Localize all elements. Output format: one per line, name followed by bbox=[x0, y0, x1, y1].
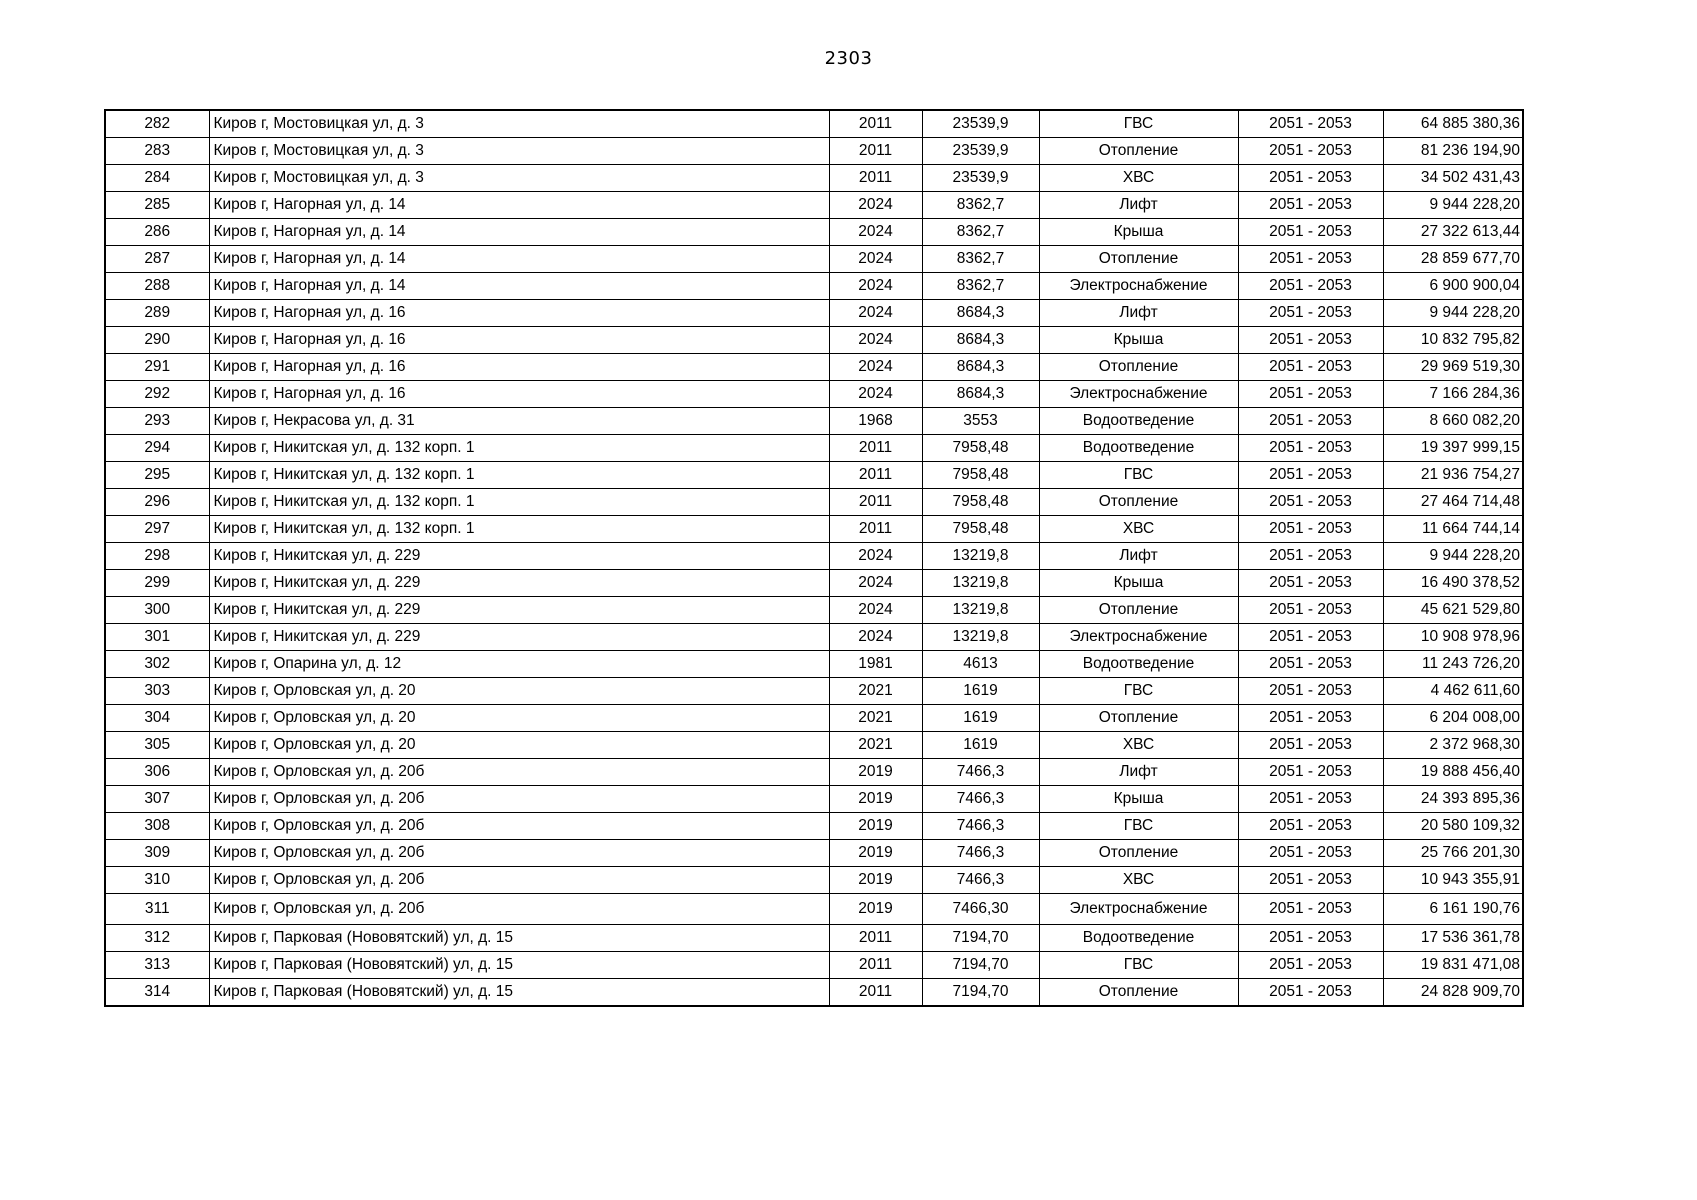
area-cell: 8362,7 bbox=[922, 246, 1039, 273]
table-row bbox=[105, 110, 1523, 138]
cost-cell: 10 832 795,82 bbox=[1383, 327, 1523, 354]
cost-cell: 9 944 228,20 bbox=[1383, 300, 1523, 327]
period-cell: 2051 - 2053 bbox=[1238, 408, 1383, 435]
period-cell: 2051 - 2053 bbox=[1238, 925, 1383, 952]
row-number-cell: 290 bbox=[105, 327, 209, 354]
area-cell: 8684,3 bbox=[922, 381, 1039, 408]
cost-cell: 81 236 194,90 bbox=[1383, 138, 1523, 165]
commission-year-cell: 2024 bbox=[829, 192, 922, 219]
commission-year-cell: 2011 bbox=[829, 110, 922, 138]
table-row bbox=[105, 786, 1523, 813]
table-row bbox=[105, 570, 1523, 597]
area-cell: 13219,8 bbox=[922, 597, 1039, 624]
area-cell: 8362,7 bbox=[922, 219, 1039, 246]
period-cell: 2051 - 2053 bbox=[1238, 979, 1383, 1007]
area-cell: 7466,3 bbox=[922, 786, 1039, 813]
commission-year-cell: 2021 bbox=[829, 732, 922, 759]
commission-year-cell: 2019 bbox=[829, 813, 922, 840]
area-cell: 8362,7 bbox=[922, 192, 1039, 219]
work-type-cell: ГВС bbox=[1039, 678, 1238, 705]
row-number-cell: 286 bbox=[105, 219, 209, 246]
commission-year-cell: 2024 bbox=[829, 624, 922, 651]
cost-cell: 16 490 378,52 bbox=[1383, 570, 1523, 597]
work-type-cell: Отопление bbox=[1039, 354, 1238, 381]
commission-year-cell: 2024 bbox=[829, 570, 922, 597]
area-cell: 1619 bbox=[922, 732, 1039, 759]
period-cell: 2051 - 2053 bbox=[1238, 273, 1383, 300]
cost-cell: 64 885 380,36 bbox=[1383, 110, 1523, 138]
address-cell: Киров г, Опарина ул, д. 12 bbox=[209, 651, 829, 678]
cost-cell: 8 660 082,20 bbox=[1383, 408, 1523, 435]
cost-cell: 9 944 228,20 bbox=[1383, 192, 1523, 219]
table-row bbox=[105, 759, 1523, 786]
work-type-cell: Электроснабжение bbox=[1039, 894, 1238, 925]
address-cell: Киров г, Никитская ул, д. 229 bbox=[209, 543, 829, 570]
commission-year-cell: 2019 bbox=[829, 894, 922, 925]
area-cell: 7466,3 bbox=[922, 813, 1039, 840]
work-type-cell: Лифт bbox=[1039, 192, 1238, 219]
address-cell: Киров г, Орловская ул, д. 20б bbox=[209, 840, 829, 867]
table-row bbox=[105, 381, 1523, 408]
row-number-cell: 308 bbox=[105, 813, 209, 840]
work-type-cell: ГВС bbox=[1039, 110, 1238, 138]
row-number-cell: 307 bbox=[105, 786, 209, 813]
commission-year-cell: 2011 bbox=[829, 489, 922, 516]
area-cell: 7466,30 bbox=[922, 894, 1039, 925]
row-number-cell: 304 bbox=[105, 705, 209, 732]
table-row bbox=[105, 165, 1523, 192]
area-cell: 8684,3 bbox=[922, 327, 1039, 354]
row-number-cell: 297 bbox=[105, 516, 209, 543]
period-cell: 2051 - 2053 bbox=[1238, 165, 1383, 192]
work-type-cell: Электроснабжение bbox=[1039, 381, 1238, 408]
commission-year-cell: 2021 bbox=[829, 705, 922, 732]
area-cell: 1619 bbox=[922, 678, 1039, 705]
commission-year-cell: 2024 bbox=[829, 246, 922, 273]
row-number-cell: 305 bbox=[105, 732, 209, 759]
area-cell: 7958,48 bbox=[922, 516, 1039, 543]
period-cell: 2051 - 2053 bbox=[1238, 219, 1383, 246]
work-type-cell: ХВС bbox=[1039, 165, 1238, 192]
period-cell: 2051 - 2053 bbox=[1238, 732, 1383, 759]
work-type-cell: Отопление bbox=[1039, 489, 1238, 516]
commission-year-cell: 2011 bbox=[829, 952, 922, 979]
commission-year-cell: 2019 bbox=[829, 840, 922, 867]
area-cell: 7958,48 bbox=[922, 462, 1039, 489]
table-row bbox=[105, 462, 1523, 489]
commission-year-cell: 2011 bbox=[829, 516, 922, 543]
address-cell: Киров г, Никитская ул, д. 132 корп. 1 bbox=[209, 462, 829, 489]
row-number-cell: 287 bbox=[105, 246, 209, 273]
work-type-cell: ХВС bbox=[1039, 867, 1238, 894]
period-cell: 2051 - 2053 bbox=[1238, 651, 1383, 678]
row-number-cell: 284 bbox=[105, 165, 209, 192]
row-number-cell: 314 bbox=[105, 979, 209, 1007]
cost-cell: 25 766 201,30 bbox=[1383, 840, 1523, 867]
table-row bbox=[105, 408, 1523, 435]
address-cell: Киров г, Мостовицкая ул, д. 3 bbox=[209, 110, 829, 138]
period-cell: 2051 - 2053 bbox=[1238, 759, 1383, 786]
work-type-cell: Отопление bbox=[1039, 840, 1238, 867]
period-cell: 2051 - 2053 bbox=[1238, 678, 1383, 705]
cost-cell: 19 397 999,15 bbox=[1383, 435, 1523, 462]
cost-cell: 7 166 284,36 bbox=[1383, 381, 1523, 408]
address-cell: Киров г, Нагорная ул, д. 16 bbox=[209, 327, 829, 354]
area-cell: 8684,3 bbox=[922, 354, 1039, 381]
area-cell: 13219,8 bbox=[922, 624, 1039, 651]
period-cell: 2051 - 2053 bbox=[1238, 786, 1383, 813]
row-number-cell: 285 bbox=[105, 192, 209, 219]
address-cell: Киров г, Парковая (Нововятский) ул, д. 15 bbox=[209, 952, 829, 979]
period-cell: 2051 - 2053 bbox=[1238, 813, 1383, 840]
period-cell: 2051 - 2053 bbox=[1238, 327, 1383, 354]
row-number-cell: 296 bbox=[105, 489, 209, 516]
address-cell: Киров г, Никитская ул, д. 132 корп. 1 bbox=[209, 516, 829, 543]
commission-year-cell: 2021 bbox=[829, 678, 922, 705]
commission-year-cell: 2024 bbox=[829, 219, 922, 246]
address-cell: Киров г, Мостовицкая ул, д. 3 bbox=[209, 165, 829, 192]
work-type-cell: Водоотведение bbox=[1039, 925, 1238, 952]
area-cell: 7958,48 bbox=[922, 435, 1039, 462]
period-cell: 2051 - 2053 bbox=[1238, 489, 1383, 516]
table-row bbox=[105, 894, 1523, 925]
commission-year-cell: 2019 bbox=[829, 786, 922, 813]
period-cell: 2051 - 2053 bbox=[1238, 300, 1383, 327]
address-cell: Киров г, Парковая (Нововятский) ул, д. 15 bbox=[209, 979, 829, 1007]
row-number-cell: 293 bbox=[105, 408, 209, 435]
row-number-cell: 311 bbox=[105, 894, 209, 925]
cost-cell: 9 944 228,20 bbox=[1383, 543, 1523, 570]
row-number-cell: 302 bbox=[105, 651, 209, 678]
row-number-cell: 292 bbox=[105, 381, 209, 408]
cost-cell: 19 831 471,08 bbox=[1383, 952, 1523, 979]
address-cell: Киров г, Орловская ул, д. 20б bbox=[209, 813, 829, 840]
cost-cell: 27 464 714,48 bbox=[1383, 489, 1523, 516]
period-cell: 2051 - 2053 bbox=[1238, 952, 1383, 979]
table-row bbox=[105, 219, 1523, 246]
address-cell: Киров г, Нагорная ул, д. 16 bbox=[209, 300, 829, 327]
row-number-cell: 309 bbox=[105, 840, 209, 867]
work-type-cell: ГВС bbox=[1039, 952, 1238, 979]
work-type-cell: Лифт bbox=[1039, 543, 1238, 570]
work-type-cell: Электроснабжение bbox=[1039, 273, 1238, 300]
cost-cell: 11 664 744,14 bbox=[1383, 516, 1523, 543]
work-type-cell: Водоотведение bbox=[1039, 435, 1238, 462]
area-cell: 7466,3 bbox=[922, 867, 1039, 894]
cost-cell: 24 393 895,36 bbox=[1383, 786, 1523, 813]
work-type-cell: Крыша bbox=[1039, 327, 1238, 354]
work-type-cell: Водоотведение bbox=[1039, 408, 1238, 435]
address-cell: Киров г, Некрасова ул, д. 31 bbox=[209, 408, 829, 435]
address-cell: Киров г, Никитская ул, д. 132 корп. 1 bbox=[209, 489, 829, 516]
table-row bbox=[105, 840, 1523, 867]
address-cell: Киров г, Никитская ул, д. 229 bbox=[209, 570, 829, 597]
cost-cell: 2 372 968,30 bbox=[1383, 732, 1523, 759]
cost-cell: 28 859 677,70 bbox=[1383, 246, 1523, 273]
commission-year-cell: 1968 bbox=[829, 408, 922, 435]
cost-cell: 20 580 109,32 bbox=[1383, 813, 1523, 840]
period-cell: 2051 - 2053 bbox=[1238, 138, 1383, 165]
address-cell: Киров г, Орловская ул, д. 20б bbox=[209, 894, 829, 925]
address-cell: Киров г, Нагорная ул, д. 14 bbox=[209, 273, 829, 300]
row-number-cell: 294 bbox=[105, 435, 209, 462]
table-row bbox=[105, 705, 1523, 732]
period-cell: 2051 - 2053 bbox=[1238, 381, 1383, 408]
table-row bbox=[105, 327, 1523, 354]
area-cell: 3553 bbox=[922, 408, 1039, 435]
address-cell: Киров г, Орловская ул, д. 20б bbox=[209, 759, 829, 786]
cost-cell: 34 502 431,43 bbox=[1383, 165, 1523, 192]
work-type-cell: ГВС bbox=[1039, 813, 1238, 840]
table-body bbox=[105, 110, 1523, 1006]
row-number-cell: 306 bbox=[105, 759, 209, 786]
cost-cell: 19 888 456,40 bbox=[1383, 759, 1523, 786]
page-number: 2303 bbox=[824, 48, 873, 69]
period-cell: 2051 - 2053 bbox=[1238, 192, 1383, 219]
table-row bbox=[105, 354, 1523, 381]
work-type-cell: Электроснабжение bbox=[1039, 624, 1238, 651]
period-cell: 2051 - 2053 bbox=[1238, 543, 1383, 570]
work-type-cell: ХВС bbox=[1039, 732, 1238, 759]
period-cell: 2051 - 2053 bbox=[1238, 516, 1383, 543]
work-type-cell: Отопление bbox=[1039, 246, 1238, 273]
address-cell: Киров г, Мостовицкая ул, д. 3 bbox=[209, 138, 829, 165]
commission-year-cell: 2011 bbox=[829, 435, 922, 462]
area-cell: 23539,9 bbox=[922, 110, 1039, 138]
commission-year-cell: 2011 bbox=[829, 165, 922, 192]
table-row bbox=[105, 543, 1523, 570]
area-cell: 7466,3 bbox=[922, 759, 1039, 786]
row-number-cell: 289 bbox=[105, 300, 209, 327]
area-cell: 7194,70 bbox=[922, 979, 1039, 1007]
period-cell: 2051 - 2053 bbox=[1238, 597, 1383, 624]
area-cell: 7194,70 bbox=[922, 925, 1039, 952]
commission-year-cell: 2011 bbox=[829, 138, 922, 165]
repair-schedule-table-container bbox=[104, 109, 1522, 1007]
address-cell: Киров г, Никитская ул, д. 229 bbox=[209, 624, 829, 651]
commission-year-cell: 2024 bbox=[829, 381, 922, 408]
table-row bbox=[105, 979, 1523, 1007]
table-row bbox=[105, 246, 1523, 273]
row-number-cell: 313 bbox=[105, 952, 209, 979]
commission-year-cell: 2024 bbox=[829, 354, 922, 381]
commission-year-cell: 2011 bbox=[829, 925, 922, 952]
row-number-cell: 291 bbox=[105, 354, 209, 381]
table-row bbox=[105, 489, 1523, 516]
row-number-cell: 299 bbox=[105, 570, 209, 597]
work-type-cell: Водоотведение bbox=[1039, 651, 1238, 678]
row-number-cell: 300 bbox=[105, 597, 209, 624]
address-cell: Киров г, Нагорная ул, д. 16 bbox=[209, 381, 829, 408]
work-type-cell: ХВС bbox=[1039, 516, 1238, 543]
address-cell: Киров г, Парковая (Нововятский) ул, д. 15 bbox=[209, 925, 829, 952]
table-row bbox=[105, 732, 1523, 759]
area-cell: 7958,48 bbox=[922, 489, 1039, 516]
address-cell: Киров г, Орловская ул, д. 20б bbox=[209, 867, 829, 894]
cost-cell: 10 943 355,91 bbox=[1383, 867, 1523, 894]
commission-year-cell: 2024 bbox=[829, 543, 922, 570]
cost-cell: 29 969 519,30 bbox=[1383, 354, 1523, 381]
commission-year-cell: 2011 bbox=[829, 462, 922, 489]
row-number-cell: 310 bbox=[105, 867, 209, 894]
period-cell: 2051 - 2053 bbox=[1238, 246, 1383, 273]
table-row bbox=[105, 138, 1523, 165]
period-cell: 2051 - 2053 bbox=[1238, 840, 1383, 867]
address-cell: Киров г, Орловская ул, д. 20б bbox=[209, 786, 829, 813]
period-cell: 2051 - 2053 bbox=[1238, 624, 1383, 651]
repair-schedule-table bbox=[104, 109, 1524, 1007]
address-cell: Киров г, Нагорная ул, д. 14 bbox=[209, 192, 829, 219]
table-row bbox=[105, 651, 1523, 678]
cost-cell: 17 536 361,78 bbox=[1383, 925, 1523, 952]
row-number-cell: 303 bbox=[105, 678, 209, 705]
table-row bbox=[105, 952, 1523, 979]
table-row bbox=[105, 624, 1523, 651]
commission-year-cell: 2024 bbox=[829, 597, 922, 624]
table-row bbox=[105, 813, 1523, 840]
work-type-cell: ГВС bbox=[1039, 462, 1238, 489]
area-cell: 1619 bbox=[922, 705, 1039, 732]
cost-cell: 21 936 754,27 bbox=[1383, 462, 1523, 489]
table-row bbox=[105, 300, 1523, 327]
table-row bbox=[105, 867, 1523, 894]
work-type-cell: Лифт bbox=[1039, 300, 1238, 327]
work-type-cell: Лифт bbox=[1039, 759, 1238, 786]
work-type-cell: Отопление bbox=[1039, 597, 1238, 624]
area-cell: 7194,70 bbox=[922, 952, 1039, 979]
cost-cell: 24 828 909,70 bbox=[1383, 979, 1523, 1007]
work-type-cell: Крыша bbox=[1039, 570, 1238, 597]
commission-year-cell: 2019 bbox=[829, 759, 922, 786]
address-cell: Киров г, Нагорная ул, д. 14 bbox=[209, 219, 829, 246]
work-type-cell: Крыша bbox=[1039, 219, 1238, 246]
row-number-cell: 298 bbox=[105, 543, 209, 570]
table-row bbox=[105, 435, 1523, 462]
commission-year-cell: 2019 bbox=[829, 867, 922, 894]
work-type-cell: Отопление bbox=[1039, 138, 1238, 165]
address-cell: Киров г, Нагорная ул, д. 16 bbox=[209, 354, 829, 381]
cost-cell: 4 462 611,60 bbox=[1383, 678, 1523, 705]
area-cell: 7466,3 bbox=[922, 840, 1039, 867]
period-cell: 2051 - 2053 bbox=[1238, 462, 1383, 489]
cost-cell: 45 621 529,80 bbox=[1383, 597, 1523, 624]
work-type-cell: Отопление bbox=[1039, 705, 1238, 732]
table-row bbox=[105, 678, 1523, 705]
table-row bbox=[105, 925, 1523, 952]
address-cell: Киров г, Орловская ул, д. 20 bbox=[209, 732, 829, 759]
cost-cell: 6 204 008,00 bbox=[1383, 705, 1523, 732]
area-cell: 23539,9 bbox=[922, 138, 1039, 165]
work-type-cell: Отопление bbox=[1039, 979, 1238, 1007]
commission-year-cell: 2011 bbox=[829, 979, 922, 1007]
period-cell: 2051 - 2053 bbox=[1238, 894, 1383, 925]
period-cell: 2051 - 2053 bbox=[1238, 435, 1383, 462]
address-cell: Киров г, Никитская ул, д. 132 корп. 1 bbox=[209, 435, 829, 462]
address-cell: Киров г, Никитская ул, д. 229 bbox=[209, 597, 829, 624]
cost-cell: 11 243 726,20 bbox=[1383, 651, 1523, 678]
commission-year-cell: 2024 bbox=[829, 273, 922, 300]
cost-cell: 27 322 613,44 bbox=[1383, 219, 1523, 246]
cost-cell: 6 161 190,76 bbox=[1383, 894, 1523, 925]
area-cell: 23539,9 bbox=[922, 165, 1039, 192]
commission-year-cell: 2024 bbox=[829, 327, 922, 354]
address-cell: Киров г, Нагорная ул, д. 14 bbox=[209, 246, 829, 273]
table-row bbox=[105, 273, 1523, 300]
row-number-cell: 288 bbox=[105, 273, 209, 300]
row-number-cell: 283 bbox=[105, 138, 209, 165]
work-type-cell: Крыша bbox=[1039, 786, 1238, 813]
period-cell: 2051 - 2053 bbox=[1238, 110, 1383, 138]
address-cell: Киров г, Орловская ул, д. 20 bbox=[209, 678, 829, 705]
cost-cell: 6 900 900,04 bbox=[1383, 273, 1523, 300]
area-cell: 4613 bbox=[922, 651, 1039, 678]
period-cell: 2051 - 2053 bbox=[1238, 705, 1383, 732]
period-cell: 2051 - 2053 bbox=[1238, 354, 1383, 381]
area-cell: 8362,7 bbox=[922, 273, 1039, 300]
table-row bbox=[105, 597, 1523, 624]
row-number-cell: 301 bbox=[105, 624, 209, 651]
area-cell: 8684,3 bbox=[922, 300, 1039, 327]
row-number-cell: 282 bbox=[105, 110, 209, 138]
row-number-cell: 312 bbox=[105, 925, 209, 952]
period-cell: 2051 - 2053 bbox=[1238, 867, 1383, 894]
row-number-cell: 295 bbox=[105, 462, 209, 489]
commission-year-cell: 2024 bbox=[829, 300, 922, 327]
address-cell: Киров г, Орловская ул, д. 20 bbox=[209, 705, 829, 732]
table-row bbox=[105, 192, 1523, 219]
cost-cell: 10 908 978,96 bbox=[1383, 624, 1523, 651]
area-cell: 13219,8 bbox=[922, 543, 1039, 570]
area-cell: 13219,8 bbox=[922, 570, 1039, 597]
table-row bbox=[105, 516, 1523, 543]
commission-year-cell: 1981 bbox=[829, 651, 922, 678]
period-cell: 2051 - 2053 bbox=[1238, 570, 1383, 597]
